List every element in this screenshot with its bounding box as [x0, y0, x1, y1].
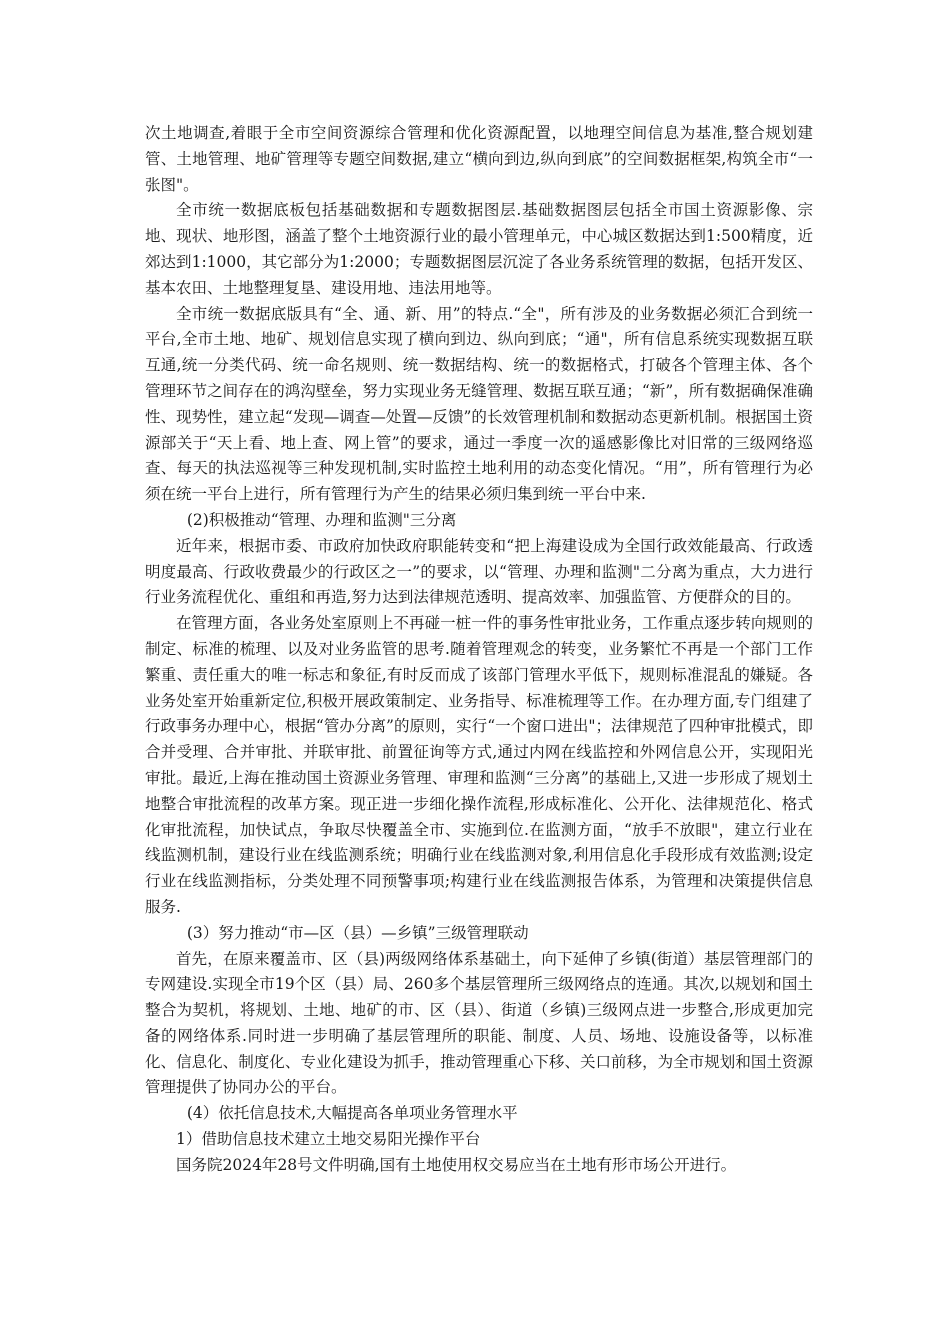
section-heading-2: (2)积极推动“管理、办理和监测"三分离 — [186, 510, 457, 529]
document-body — [145, 121, 813, 1179]
section-heading-3: (3）努力推动“市—区（县）—乡镇”三级管理联动 — [186, 923, 529, 942]
subsection-heading-1: 1）借助信息技术建立土地交易阳光操作平台 — [176, 1130, 481, 1149]
paragraph-data-layers: 全市统一数据底板包括基础数据和专题数据图层.基础数据图层包括全市国土资源影像、宗地、现状、地形图，涵盖了整个土地资源行业的最小管理单元，中心城区数据达到1:500精度，近郊达到1:1000，其它部分为1:2000；专题数据图层沉淀了各业务系统管理的数据，包括开发区、基本农田、土地整理复垦、建设用地、违法用地等。 — [145, 201, 813, 297]
section-heading-4: (4）依托信息技术,大幅提高各单项业务管理水平 — [186, 1104, 518, 1123]
paragraph-intro: 次土地调查,着眼于全市空间资源综合管理和优化资源配置，以地理空间信息为基准,整合规划建管、土地管理、地矿管理等专题空间数据,建立“横向到边,纵向到底”的空间数据框架,构筑全市“一张图"。 — [145, 124, 813, 194]
paragraph-state-council: 国务院2024年28号文件明确,国有土地使用权交易应当在土地有形市场公开进行。 — [176, 1155, 737, 1174]
paragraph-management: 在管理方面，各业务处室原则上不再碰一桩一件的事务性审批业务，工作重点逐步转向规则的制定、标准的梳理、以及对业务监管的思考.随着管理观念的转变，业务繁忙不再是一个部门工作繁重、责任重大的唯一标志和象征,有时反而成了该部门管理水平低下，规则标准混乱的嫌疑。各业务处室开始重新定位,积极开展政策制定、业务指导、标准梳理等工作。在办理方面,专门组建了行政事务办理中心，根据“管办分离”的原则，实行“一个窗口进出"；法律规范了四种审批模式，即合并受理、合并审批、并联审批、前置征询等方式,通过内网在线监控和外网信息公开，实现阳光审批。最近,上海在推动国土资源业务管理、审理和监测“三分离”的基础上,又进一步形成了规划土地整合审批流程的改革方案。现正进一步细化操作流程,形成标准化、公开化、法律规范化、格式化审批流程，加快试点，争取尽快覆盖全市、实施到位.在监测方面，“放手不放眼"，建立行业在线监测机制，建设行业在线监测系统；明确行业在线监测对象,利用信息化手段形成有效监测;设定行业在线监测指标，分类处理不同预警事项;构建行业在线监测报告体系，为管理和决策提供信息服务. — [145, 614, 813, 916]
paragraph-features: 全市统一数据底版具有“全、通、新、用”的特点.“全"，所有涉及的业务数据必须汇合到统一平台,全市土地、地矿、规划信息实现了横向到边、纵向到底；“通"，所有信息系统实现数据互联互通,统一分类代码、统一命名规则、统一数据结构、统一的数据格式，打破各个管理主体、各个管理环节之间存在的鸿沟壁垒，努力实现业务无缝管理、数据互联互通；“新”，所有数据确保准确性、现势性，建立起“发现—调查—处置—反馈”的长效管理机制和数据动态更新机制。根据国土资源部关于“天上看、地上查、网上管”的要求，通过一季度一次的遥感影像比对旧常的三级网络巡查、每天的执法巡视等三种发现机制,实时监控土地利用的动态变化情况。“用”，所有管理行为必须在统一平台上进行，所有管理行为产生的结果必须归集到统一平台中来. — [145, 304, 813, 504]
paragraph-three-levels: 首先，在原来覆盖市、区（县)两级网络体系基础土，向下延伸了乡镇(街道）基层管理部门的专网建设.实现全市19个区（县）局、260多个基层管理所三级网络点的连通。其次,以规划和国土整合为契机，将规划、土地、地矿的市、区（县）、街道（乡镇)三级网点进一步整合,形成更加完备的网络体系.同时进一步明确了基层管理所的职能、制度、人员、场地、设施设备等，以标准化、信息化、制度化、专业化建设为抓手，推动管理重心下移、关口前移，为全市规划和国土资源管理提供了协同办公的平台。 — [145, 949, 813, 1097]
paragraph-separation: 近年来，根据市委、市政府加快政府职能转变和“把上海建设成为全国行政效能最高、行政透明度最高、行政收费最少的行政区之一”的要求，以“管理、办理和监测"二分离为重点，大力进行行业务流程优化、重组和再造,努力达到法律规范透明、提高效率、加强监管、方便群众的目的。 — [145, 536, 813, 607]
